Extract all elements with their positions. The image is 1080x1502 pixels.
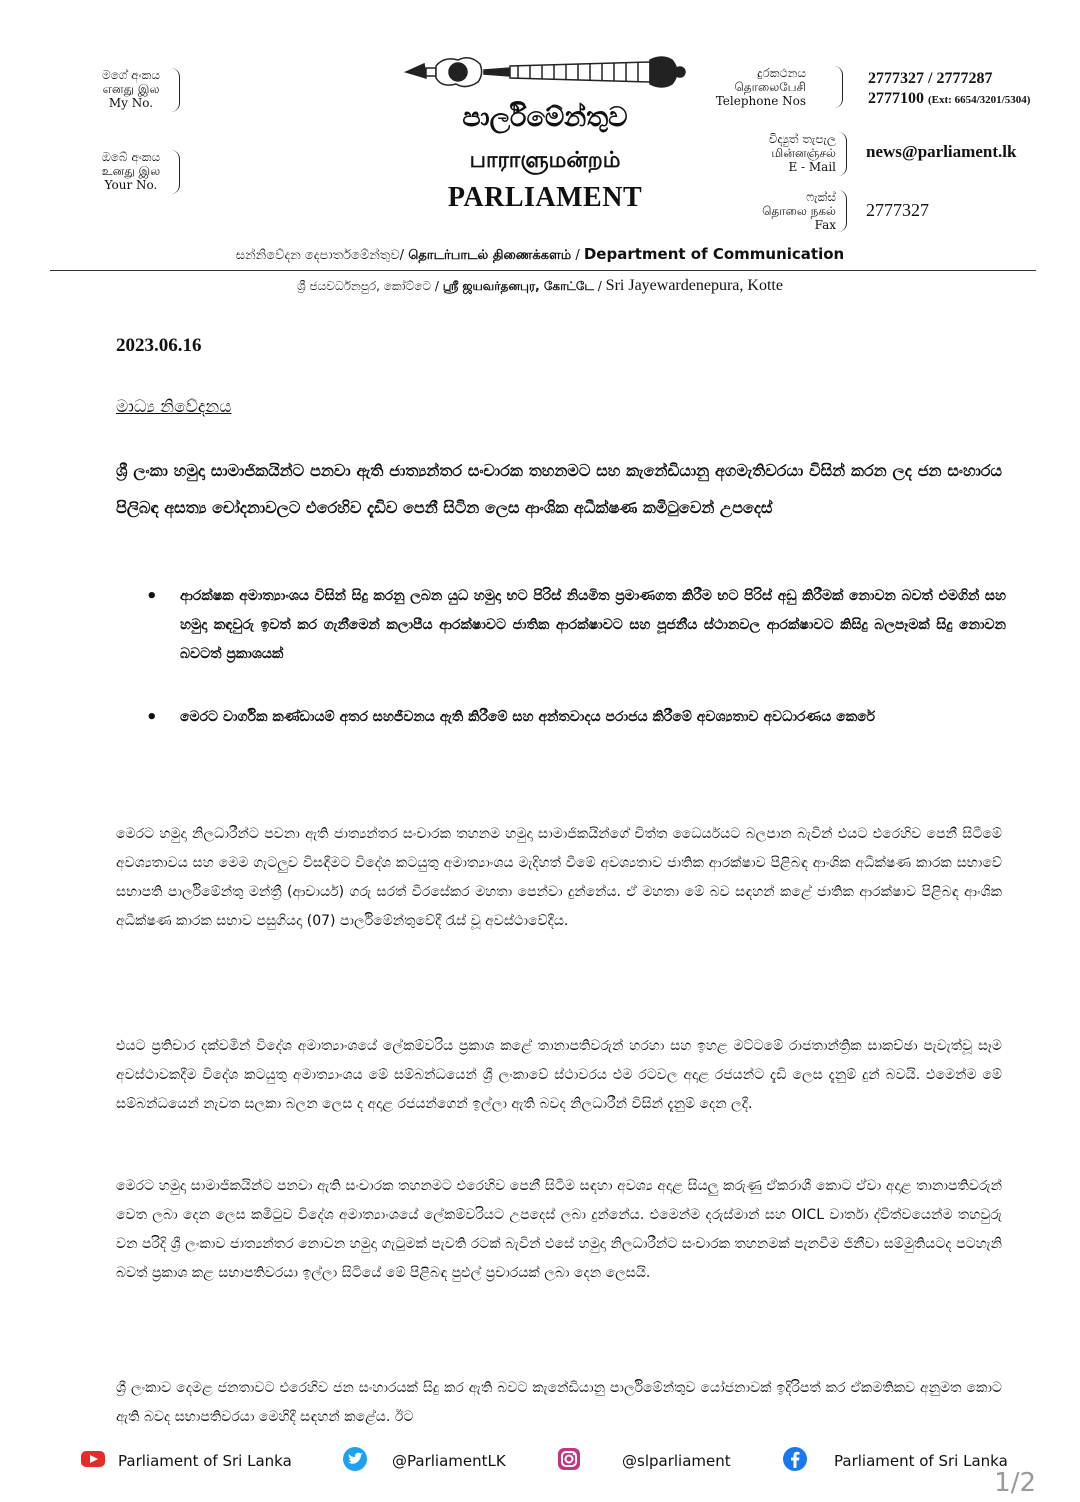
- instagram-link[interactable]: @slparliament: [622, 1452, 731, 1470]
- twitter-icon[interactable]: [342, 1446, 368, 1472]
- facebook-link[interactable]: Parliament of Sri Lanka: [834, 1452, 1008, 1470]
- divider: [50, 270, 1036, 271]
- telephone-extensions: (Ext: 6654/3201/5304): [928, 94, 1031, 106]
- telephone-label: [706, 66, 806, 108]
- fax-label-english: Fax: [814, 218, 836, 232]
- bullet-item: • ආරක්ෂක අමාත්‍යාංශය විසින් සිදු කරනු ලබන යුධ හමුදා භට පිරිස් නියමිත ප්‍රමාණගත කිරීම භට පිරිස් අඩු කිරීමක් නොවන බවත් එමගින් සහ හමුදා කඳවුරු ඉවත් කර ගැනීමෙන් කලාපීය ආරක්ෂාවට ජාතික ආරක්ෂාවට සහ පූජනීය ස්ථානවල ආරක්ෂාවට කිසිදු බලපෑමක් සිදු නොවන බවටත් ප්‍රකාශයක්: [146, 582, 1006, 669]
- twitter-link[interactable]: @ParliamentLK: [392, 1452, 506, 1470]
- email-label-sinhala: විද්‍යුත් තැපැල: [768, 132, 836, 146]
- my-number-label: [96, 68, 166, 110]
- your-number-label-sinhala: ඔබේ අංකය: [101, 150, 161, 164]
- brace: [838, 190, 847, 232]
- my-number-label-sinhala: මගේ අංකය: [101, 68, 160, 82]
- telephone-label-sinhala: දුරකථනය: [757, 66, 806, 80]
- separator: /: [575, 248, 580, 263]
- department-tamil: தொடர்பாடல் திணைக்களம்: [408, 248, 572, 263]
- separator: /: [434, 279, 439, 293]
- page-number: 1/2: [994, 1468, 1036, 1498]
- fax-label-tamil: தொலை நகல்: [762, 204, 836, 218]
- department-english: Department of Communication: [583, 245, 845, 263]
- separator: /: [597, 279, 602, 293]
- email-label-english: E - Mail: [788, 160, 836, 174]
- telephone-value-1: 2777327 / 2777287: [868, 70, 993, 87]
- fax-label: [736, 190, 836, 232]
- address-sinhala: ශ්‍රී ජයවර්ධනපුර, කෝට්ටෙ: [297, 279, 432, 293]
- my-number-label-english: My No.: [108, 96, 154, 110]
- department-sinhala: සන්නිවේදන දෙපාර්තමේන්තුව/: [235, 248, 405, 263]
- brace: [834, 66, 843, 108]
- address-line: [240, 277, 840, 295]
- my-number-label-tamil: எனது இல: [102, 82, 160, 96]
- title-english: PARLIAMENT: [447, 182, 643, 213]
- fax-value: 2777327: [866, 200, 929, 220]
- your-number-label-tamil: உனது இல: [101, 164, 161, 178]
- address-english: Sri Jayewardenepura, Kotte: [605, 277, 783, 294]
- department-line: [190, 245, 890, 264]
- bullet-item: • මෙරට වාර්ගික කණ්ඩායම් අතර සහජීවනය ඇති කිරීමේ සහ අන්තවාදය පරාජය කිරීමේ අවශ්‍යතාව අවධාරණය කෙරේ: [146, 703, 1006, 732]
- email-link[interactable]: news@parliament.lk: [866, 142, 1017, 161]
- telephone-label-tamil: தொலைபேசி: [734, 80, 806, 94]
- telephone-main: 2777100: [868, 90, 924, 107]
- headline: ශ්‍රී ලංකා හමුදා සාමාජිකයින්ට පනවා ඇති ජාත්‍යන්තර සංචාරක තහනමට සහ කැනේඩියානු අගමැතිවරයා විසින් කරන ලද ජන සංහාරය පිලිබඳ අසත්‍ය චෝදනාවලට එරෙහිව දැඩිව පෙනී සිටින ලෙස ආංශික අධීක්ෂණ කමිටුවෙන් උපදෙස්: [116, 461, 1002, 517]
- title-tamil: பாராளுமன்றம்: [469, 148, 621, 173]
- facebook-icon[interactable]: [782, 1446, 808, 1472]
- instagram-icon[interactable]: [556, 1446, 582, 1472]
- brace: [838, 132, 847, 176]
- address-tamil: ஸ்ரீ ஜயவர்தனபுர, கோட்டே: [442, 279, 594, 293]
- social-footer: [0, 1444, 1080, 1484]
- your-number-label-english: Your No.: [104, 178, 158, 192]
- letterhead: [0, 0, 1080, 300]
- brace: [171, 68, 180, 112]
- your-number-label: [96, 150, 166, 192]
- fax-label-sinhala: ෆැක්ස්: [806, 190, 836, 204]
- title-sinhala: පාර්ලිමේන්තුව: [462, 102, 628, 133]
- parliament-mace-emblem: [400, 38, 690, 98]
- summary-bullets: [146, 582, 1006, 732]
- media-release-heading: මාධ්‍ය නිවේදනය: [116, 397, 232, 417]
- telephone-value-2: [868, 90, 1030, 108]
- brace: [171, 150, 180, 194]
- telephone-label-english: Telephone Nos: [715, 94, 806, 108]
- youtube-link[interactable]: Parliament of Sri Lanka: [118, 1452, 292, 1470]
- email-label-tamil: மின்னஞ்சல்: [771, 146, 836, 160]
- email-label: [736, 132, 836, 174]
- body-paragraph: මෙරට හමුදා සාමාජිකයින්ට පනවා ඇති සංචාරක තහනමට එරෙහිව පෙනී සිටීම සඳහා අවශ්‍ය අදාළ සියලු කරුණු ඒකරාශී කොට ඒවා අදාළ තානාපතිවරුන් වෙත ලබා දෙන ලෙස කමිටුව විදේශ අමාත්‍යාංශයේ ලේකම්වරියට උපදෙස් ලබා දුන්නේය. එමෙන්ම දරුස්මාන් සහ OICL වාර්තා ද්විත්වයෙන්ම තහවුරු වන පරිදි ශ්‍රී ලංකාව ජාත්‍යන්තර නොවන හමුදා ගැටුමක් පැවති රටක් බැවින් එසේ හමුදා නිලධාරීන්ට සංචාරක තහනමක් පැනවීම ජිනීවා සම්මුතියටද පටහැනි බවත් ප්‍රකාශ කළ සභාපතිවරයා ඉල්ලා සිටියේ මේ පිළිබඳ පුළුල් ප්‍රචාරයක් ලබා දෙන ලෙසයි.: [116, 1178, 1002, 1281]
- youtube-icon[interactable]: [80, 1446, 106, 1472]
- body-paragraph: එයට ප්‍රතිචාර දක්වමින් විදේශ අමාත්‍යාංශයේ ලේකම්වරිය ප්‍රකාශ කළේ තානාපතිවරුන් හරහා සහ ඉහළ මට්ටමේ රාජතාන්ත්‍රික සාකච්ඡා පැවැත්වූ සෑම අවස්ථාවකදීම විදේශ කටයුතු අමාත්‍යාංශය මේ සම්බන්ධයෙන් ශ්‍රී ලංකාවේ ස්ථාවරය එම රටවල අදාළ රජයන්ට දැඩි ලෙස දැනුම් දුන් බවයි. එමෙන්ම මේ සම්බන්ධයෙන් නැවත සලකා බලන ලෙස ද අදාළ රජයන්ගෙන් ඉල්ලා ඇති බවද නිලධාරීන් විසින් දැනුම් දෙන ලදී.: [116, 1038, 1002, 1112]
- body-paragraph: ශ්‍රී ලංකාව දෙමළ ජනතාවට එරෙහිව ජන සංහාරයක් සිදු කර ඇති බවට කැනේඩියානු පාර්ලිමේන්තුව යෝජනාවක් ඉදිරිපත් කර ඒකමතිකව අනුමත කොට ඇති බවද සභාපතිවරයා මෙහිදී සඳහන් කළේය. ඊට: [116, 1380, 1002, 1425]
- release-date: 2023.06.16: [116, 335, 202, 356]
- body-paragraph: මෙරට හමුදා නිලධාරීන්ට පවනා ඇති ජාත්‍යන්තර සංචාරක තහනම හමුදා සාමාජිකයින්ගේ චිත්ත ධෛර්යයට බලපාන බැවින් එයට එරෙහිව පෙනී සිටීමේ අවශ්‍යතාවය සහ මෙම ගැටලුව විසඳීමට විදේශ කටයුතු අමාත්‍යාංශය මැදිහත් වීමේ අවශ්‍යතාව ජාතික ආරක්ෂාව පිළිබඳ ආංශික අධීක්ෂණ කාරක සභාවේ සභාපති පාර්ලිමේන්තු මන්ත්‍රී (ආචාර්ය) ගරු සරත් වීරසේකර මහතා පෙන්වා දුන්නේය. ඒ මහතා මේ බව සඳහන් කළේ ජාතික ආරක්ෂාව පිළිබඳ ආංශික අධීක්ෂණ කාරක සභාව පසුගියදා (07) පාර්ලිමේන්තුවේදී රැස් වූ අවස්ථාවේදීය.: [116, 826, 1002, 929]
